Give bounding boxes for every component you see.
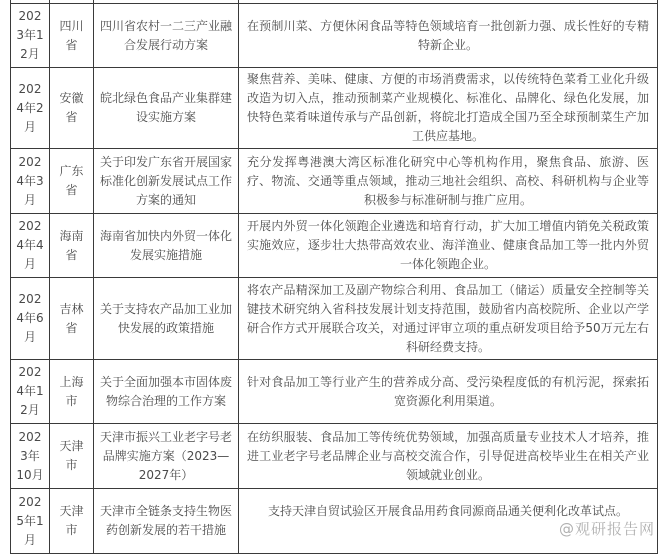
date-cell: 2025年1月: [11, 489, 50, 554]
policy-name-cell: 关于支持农产品加工业加快发展的政策措施: [94, 278, 239, 360]
date-cell: 2024年12月: [11, 360, 50, 424]
content-cell: 将农产品精深加工及副产物综合利用、食品加工（储运）质量安全控制等关键技术研究纳入省科技发展计划支持范围，鼓励省内高校院所、企业以产学研合作方式开展联合攻关，对通过评审立项的重点研发项目给予50万元左右科研经费支持。: [239, 278, 658, 360]
date-cell: 2024年4月: [11, 214, 50, 278]
table-row: [11, 278, 658, 360]
policy-name-cell: 天津市振兴工业老字号老品牌实施方案（2023—2027年）: [94, 424, 239, 489]
date-cell: 2024年2月: [11, 68, 50, 149]
province-cell: 安徽省: [50, 68, 94, 149]
content-cell: 在纺织服装、食品加工等传统优势领域，加强高质量专业技术人才培养，推进工业老字号老品牌企业与高校交流合作，引导促进高校毕业生在相关产业领域就业创业。: [239, 424, 658, 489]
province-cell: 四川省: [50, 4, 94, 68]
watermark: @观研报告网: [558, 520, 655, 538]
policy-name-cell: 天津市全链条支持生物医药创新发展的若干措施: [94, 489, 239, 554]
policy-name-cell: 四川省农村一二三产业融合发展行动方案: [94, 4, 239, 68]
province-cell: 上海市: [50, 360, 94, 424]
policy-table: [10, 0, 658, 554]
table-row: [11, 68, 658, 149]
province-cell: 天津市: [50, 424, 94, 489]
policy-name-cell: 关于全面加强本市固体废物综合治理的工作方案: [94, 360, 239, 424]
date-cell: 2023年 10月: [11, 424, 50, 489]
policy-name-cell: 皖北绿色食品产业集群建设实施方案: [94, 68, 239, 149]
content-cell: 充分发挥粤港澳大湾区标准化研究中心等机构作用，聚焦食品、旅游、医疗、物流、交通等重点领域，推动三地社会组织、高校、科研机构与企业等积极参与标准研制与推广应用。: [239, 149, 658, 214]
table-row: [11, 424, 658, 489]
table-row: [11, 360, 658, 424]
table-row: [11, 214, 658, 278]
table-row: [11, 4, 658, 68]
province-cell: 吉林省: [50, 278, 94, 360]
content-cell: 针对食品加工等行业产生的营养成分高、受污染程度低的有机污泥，探索拓宽资源化利用渠道。: [239, 360, 658, 424]
province-cell: 广东省: [50, 149, 94, 214]
policy-name-cell: 关于印发广东省开展国家标准化创新发展试点工作方案的通知: [94, 149, 239, 214]
policy-name-cell: 海南省加快内外贸一体化发展实施措施: [94, 214, 239, 278]
date-cell: 2024年6月: [11, 278, 50, 360]
date-cell: 2024年3月: [11, 149, 50, 214]
content-cell: 支持天津自贸试验区开展食品用药食同源商品通关便利化改革试点。: [239, 489, 658, 554]
content-cell: 开展内外贸一体化领跑企业遴选和培育行动，扩大加工增值内销免关税政策实施效应，逐步壮大热带高效农业、海洋渔业、健康食品加工等一批内外贸一体化领跑企业。: [239, 214, 658, 278]
date-cell: 2023年12月: [11, 4, 50, 68]
content-cell: 在预制川菜、方便休闲食品等特色领域培育一批创新力强、成长性好的专精特新企业。: [239, 4, 658, 68]
content-cell: 聚焦营养、美味、健康、方便的市场消费需求，以传统特色菜肴工业化升级改造为切入点，推动预制菜产业规模化、标准化、品牌化、绿色化发展，加快特色菜肴味道传承与产品创新，将皖北打造成全国乃至全球预制菜生产加工供应基地。: [239, 68, 658, 149]
province-cell: 海南省: [50, 214, 94, 278]
table-row: [11, 149, 658, 214]
province-cell: 天津市: [50, 489, 94, 554]
